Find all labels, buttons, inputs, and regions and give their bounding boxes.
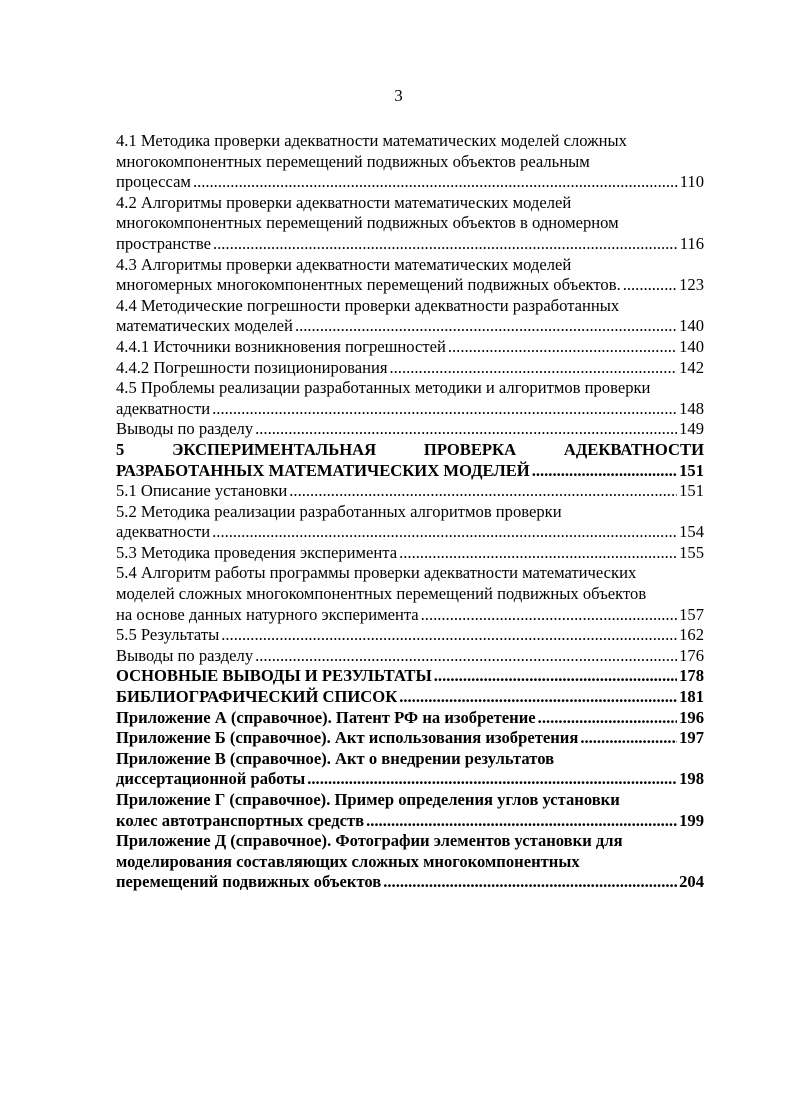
dot-leader: [532, 461, 677, 482]
toc-entry-app-d: [116, 831, 704, 893]
toc-entry-line: [116, 687, 704, 708]
toc-entry-e4-conc: [116, 419, 704, 440]
dot-leader: [366, 811, 677, 832]
toc-page-number: 151: [679, 481, 704, 501]
toc-page-number: 154: [679, 522, 704, 542]
toc-entry-e4-3: [116, 255, 704, 296]
dot-leader: [213, 234, 678, 255]
dot-leader: [580, 728, 677, 749]
toc-entry-title: на основе данных натурного эксперимента: [116, 604, 419, 624]
toc-entry-title: Выводы по разделу: [116, 419, 254, 439]
toc-entry-e5-1: [116, 481, 704, 502]
toc-entry-line: [116, 605, 704, 626]
toc-entry-title: диссертационной работы: [116, 769, 306, 789]
toc-entry-line: моделирования составляющих сложных многокомпонентных: [116, 851, 580, 871]
toc-entry-line: 4.3 Алгоритмы проверки адекватности математических моделей: [116, 254, 572, 274]
toc-entry-line: [116, 872, 704, 893]
toc-entry-title: 4.4.2 Погрешности позиционирования: [116, 357, 388, 377]
toc-entry-e5-5: [116, 625, 704, 646]
toc-entry-main-results: [116, 666, 704, 687]
toc-page-number: 178: [679, 666, 704, 686]
dot-leader: [434, 666, 677, 687]
toc-entry-app-v: [116, 749, 704, 790]
toc-entry-title: процессам: [116, 172, 191, 192]
toc-page-number: 198: [679, 769, 704, 789]
toc-page-number: 199: [679, 810, 704, 830]
toc-entry-line: моделей сложных многокомпонентных перемещений подвижных объектов: [116, 584, 647, 604]
dot-leader: [193, 172, 678, 193]
toc-entry-line: [116, 708, 704, 729]
dot-leader: [289, 481, 677, 502]
toc-page-number: 151: [679, 460, 704, 480]
toc-entry-title: математических моделей: [116, 316, 293, 336]
dot-leader: [448, 337, 677, 358]
toc-page-number: 123: [679, 275, 704, 295]
toc-entry-line: 4.1 Методика проверки адекватности математических моделей сложных: [116, 131, 627, 150]
toc-entry-title: 4.4.1 Источники возникновения погрешностей: [116, 336, 446, 356]
toc-entry-title: колес автотранспортных средств: [116, 810, 365, 830]
dot-leader: [538, 708, 677, 729]
toc-entry-line: [116, 646, 704, 667]
toc-entry-app-b: [116, 728, 704, 749]
toc-entry-line: [116, 419, 704, 440]
dot-leader: [255, 646, 677, 667]
page-number: 3: [394, 86, 403, 105]
toc-entry-line: 4.4 Методические погрешности проверки адекватности разработанных: [116, 295, 620, 315]
dot-leader: [295, 316, 677, 337]
toc-entry-title: 5.1 Описание установки: [116, 481, 288, 501]
toc-entry-e4-1: [116, 131, 704, 193]
toc-entry-line: [116, 666, 704, 687]
toc-entry-title: Приложение А (справочное). Патент РФ на изобретение: [116, 707, 536, 727]
toc-page-number: 110: [679, 172, 704, 192]
dot-leader: [221, 625, 677, 646]
toc-entry-e4-4-1: [116, 337, 704, 358]
dot-leader: [623, 275, 677, 296]
toc-page-number: 116: [679, 233, 704, 253]
toc-entry-e5-2: [116, 502, 704, 543]
dot-leader: [212, 522, 677, 543]
toc-entry-line: [116, 543, 704, 564]
toc-page-number: 148: [679, 398, 704, 418]
dot-leader: [399, 543, 677, 564]
toc-entry-line: многокомпонентных перемещений подвижных объектов реальным: [116, 151, 590, 171]
toc-entry-line: 4.5 Проблемы реализации разработанных методики и алгоритмов проверки: [116, 378, 651, 398]
toc-entry-title: перемещений подвижных объектов: [116, 872, 382, 892]
toc-entry-app-a: [116, 708, 704, 729]
toc-entry-e4-4: [116, 296, 704, 337]
toc-entry-title: БИБЛИОГРАФИЧЕСКИЙ СПИСОК: [116, 687, 398, 707]
toc-entry-e4-5: [116, 378, 704, 419]
toc-entry-line: [116, 234, 704, 255]
toc-entry-app-g: [116, 790, 704, 831]
toc-entry-line: [116, 358, 704, 379]
toc-entry-e5-conc: [116, 646, 704, 667]
toc-entry-line: Приложение Г (справочное). Пример определения углов установки: [116, 790, 620, 809]
toc-entry-e5: [116, 440, 704, 481]
dot-leader: [421, 605, 677, 626]
toc-entry-line: [116, 625, 704, 646]
toc-entry-title: 5.5 Результаты: [116, 625, 220, 645]
toc-entry-line: 4.2 Алгоритмы проверки адекватности математических моделей: [116, 192, 572, 212]
toc-page-number: 155: [679, 542, 704, 562]
toc-entry-title: РАЗРАБОТАННЫХ МАТЕМАТИЧЕСКИХ МОДЕЛЕЙ: [116, 460, 530, 480]
toc-page-number: 197: [679, 728, 704, 748]
toc-entry-line: 5 ЭКСПЕРИМЕНТАЛЬНАЯ ПРОВЕРКА АДЕКВАТНОСТИ: [116, 439, 704, 459]
toc-entry-title: Выводы по разделу: [116, 645, 254, 665]
toc-entry-line: [116, 172, 704, 193]
toc-entry-line: [116, 337, 704, 358]
toc-entry-e4-2: [116, 193, 704, 255]
toc-entry-title: Приложение Б (справочное). Акт использования изобретения: [116, 728, 579, 748]
toc-page-number: 204: [679, 872, 704, 892]
toc-entry-line: [116, 769, 704, 790]
dot-leader: [383, 872, 677, 893]
dot-leader: [212, 399, 677, 420]
toc-page-number: 196: [679, 707, 704, 727]
toc-entry-e5-3: [116, 543, 704, 564]
toc-entry-title: 5.3 Методика проведения эксперимента: [116, 542, 398, 562]
toc-entry-line: Приложение Д (справочное). Фотографии элементов установки для: [116, 831, 623, 851]
toc-page-number: 181: [679, 687, 704, 707]
dot-leader: [399, 687, 677, 708]
toc-page-number: 142: [679, 357, 704, 377]
toc-entry-line: [116, 275, 704, 296]
toc-entry-line: [116, 811, 704, 832]
toc-entry-title: ОСНОВНЫЕ ВЫВОДЫ И РЕЗУЛЬТАТЫ: [116, 666, 432, 686]
table-of-contents: [116, 131, 704, 893]
toc-entry-line: Приложение В (справочное). Акт о внедрении результатов: [116, 748, 555, 768]
toc-entry-title: адекватности: [116, 522, 211, 542]
toc-entry-title: адекватности: [116, 398, 211, 418]
toc-entry-line: 5.4 Алгоритм работы программы проверки адекватности математических: [116, 563, 637, 583]
toc-entry-line: 5.2 Методика реализации разработанных алгоритмов проверки: [116, 501, 562, 521]
dot-leader: [307, 769, 677, 790]
toc-entry-e5-4: [116, 563, 704, 625]
toc-entry-e4-4-2: [116, 358, 704, 379]
toc-page-number: 162: [679, 625, 704, 645]
toc-entry-line: [116, 461, 704, 482]
toc-page-number: 176: [679, 645, 704, 665]
dot-leader: [390, 358, 678, 379]
toc-entry-line: [116, 399, 704, 420]
toc-entry-line: многокомпонентных перемещений подвижных объектов в одномерном: [116, 213, 619, 233]
toc-entry-line: [116, 481, 704, 502]
toc-page-number: 149: [679, 419, 704, 439]
toc-page-number: 140: [679, 316, 704, 336]
toc-page-number: 140: [679, 336, 704, 356]
toc-entry-title: многомерных многокомпонентных перемещений подвижных объектов.: [116, 275, 621, 295]
toc-entry-line: [116, 728, 704, 749]
toc-entry-biblio: [116, 687, 704, 708]
toc-entry-line: [116, 522, 704, 543]
toc-entry-title: пространстве: [116, 233, 211, 253]
toc-page-number: 157: [679, 604, 704, 624]
dot-leader: [255, 419, 677, 440]
toc-entry-line: [116, 316, 704, 337]
